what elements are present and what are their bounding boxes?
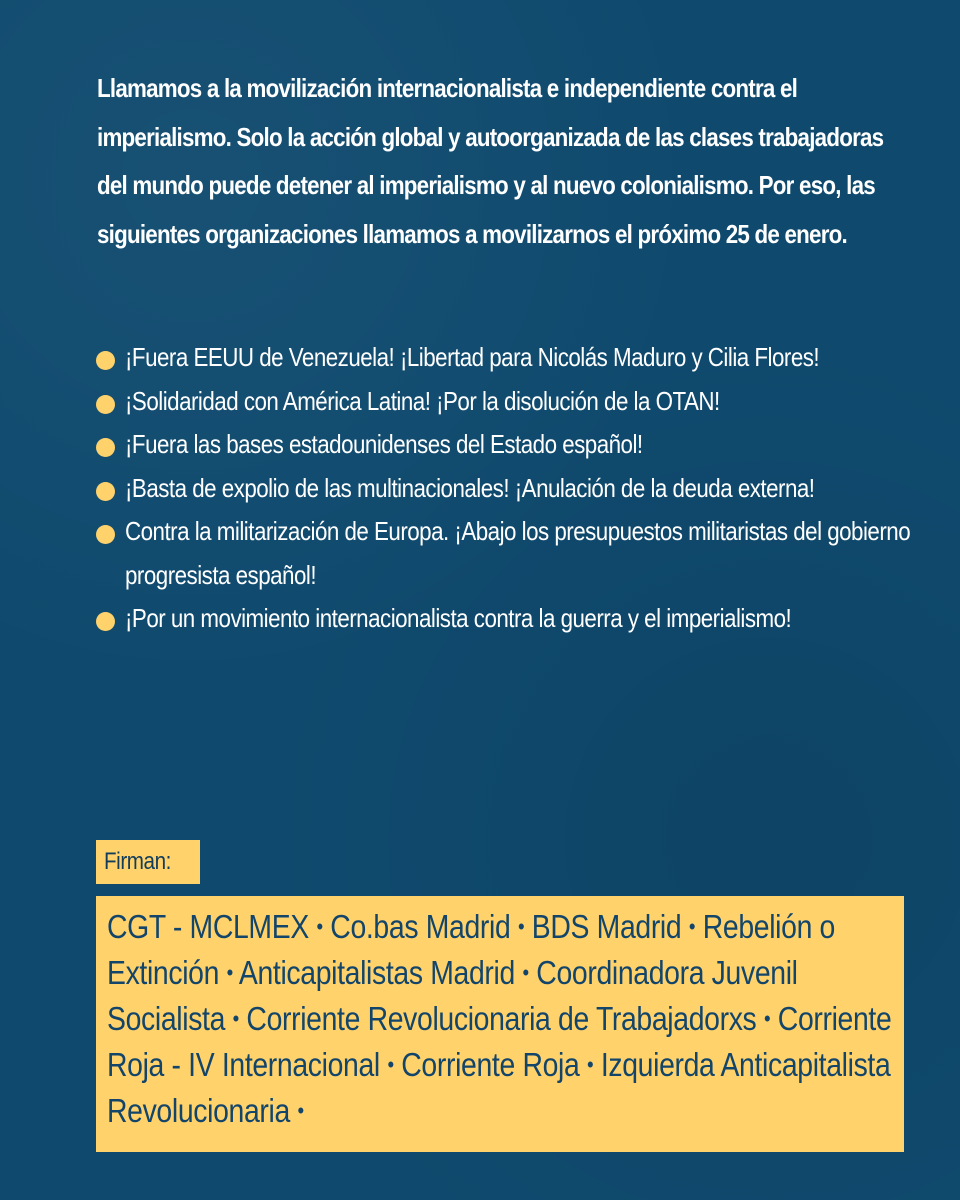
demand-text: Contra la militarización de Europa. ¡Abajo los presupuestos militaristas del gobierno progresista español! (125, 516, 911, 590)
separator-dot-icon: • (522, 960, 529, 985)
separator-dot-icon: • (763, 1006, 771, 1031)
signer-org: BDS Madrid (531, 908, 682, 945)
signer-org: Coordinadora Juvenil Socialista (107, 954, 798, 1037)
demand-item (96, 380, 946, 424)
separator-dot-icon: • (226, 960, 233, 985)
circle-bullet-icon (96, 482, 115, 501)
intro-paragraph: Llamamos a la movilización internacionalista e independiente contra el imperialismo. Solo la acción global y autoorganizada de las clases trabajadoras del mundo puede detener al imperialismo y al nuevo colonialismo. Por eso, las siguientes organizaciones llamamos a movilizarnos el próximo 25 de enero. (97, 73, 884, 249)
circle-bullet-icon (96, 351, 115, 370)
demand-text: ¡Solidaridad con América Latina! ¡Por la disolución de la OTAN! (125, 385, 720, 416)
signer-org: Anticapitalistas Madrid (238, 954, 515, 991)
circle-bullet-icon (96, 612, 115, 631)
demands-list (96, 336, 946, 641)
signers-heading-text: Firman: (104, 848, 171, 875)
signer-org: Corriente Roja - IV Internacional (107, 1000, 892, 1083)
separator-dot-icon: • (316, 914, 323, 939)
circle-bullet-icon (96, 438, 115, 457)
signer-org: Corriente Revolucionaria de Trabajadorxs (246, 1000, 757, 1037)
circle-bullet-icon (96, 525, 115, 544)
demand-item (96, 336, 946, 380)
separator-dot-icon: • (387, 1052, 394, 1077)
demand-item (96, 510, 946, 597)
separator-dot-icon: • (587, 1052, 594, 1077)
signer-org: CGT - MCLMEX (107, 908, 309, 945)
separator-dot-icon: • (297, 1098, 304, 1123)
signers-list (107, 904, 898, 1134)
demand-text: ¡Por un movimiento internacionalista contra la guerra y el imperialismo! (125, 603, 792, 633)
demand-text: ¡Fuera EEUU de Venezuela! ¡Libertad para Nicolás Maduro y Cilia Flores! (125, 342, 820, 372)
separator-dot-icon: • (688, 914, 696, 939)
separator-dot-icon: • (517, 914, 525, 939)
signer-org: Izquierda Anticapitalista Revolucionaria (107, 1046, 891, 1129)
signer-org: Corriente Roja (401, 1046, 580, 1083)
demand-text: ¡Basta de expolio de las multinacionales! ¡Anulación de la deuda externa! (125, 472, 815, 503)
demand-item (96, 597, 946, 641)
demand-item (96, 423, 946, 467)
demand-item (96, 467, 946, 511)
signer-org: Rebelión o Extinción (107, 908, 836, 991)
circle-bullet-icon (96, 395, 115, 414)
signers-box (96, 896, 904, 1152)
separator-dot-icon: • (232, 1006, 239, 1031)
signer-org: Co.bas Madrid (330, 908, 511, 945)
signers-heading (96, 840, 200, 884)
demand-text: ¡Fuera las bases estadounidenses del Estado español! (125, 429, 643, 459)
